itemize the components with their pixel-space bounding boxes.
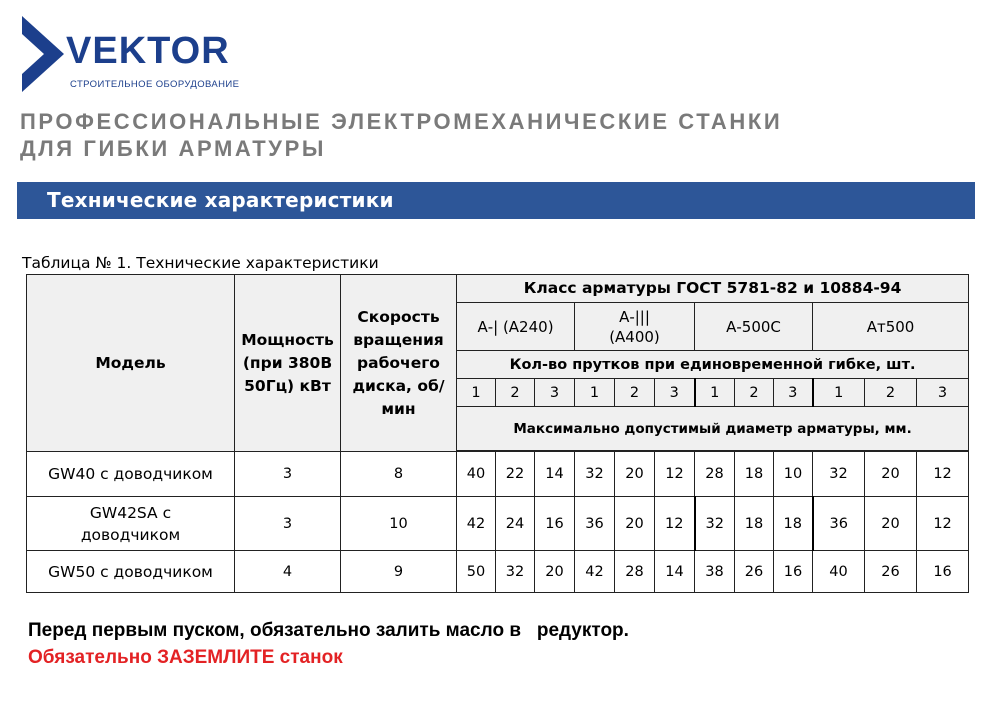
diameter-cell: 16	[917, 551, 969, 593]
model-label: GW42SA с доводчиком	[80, 503, 181, 544]
bar-count: 1	[575, 379, 615, 407]
bar-count: 3	[655, 379, 695, 407]
bar-count: 3	[917, 379, 969, 407]
diameter-cell: 26	[865, 551, 917, 593]
diameter-cell: 18	[774, 497, 813, 551]
page-headline	[20, 108, 920, 162]
bar-count: 1	[457, 379, 496, 407]
bar-count: 3	[535, 379, 575, 407]
diameter-cell: 16	[774, 551, 813, 593]
diameter-cell: 32	[575, 452, 615, 497]
speed-header: Скорость вращения рабочего диска, об/мин	[352, 307, 445, 418]
section-header-band	[17, 182, 975, 219]
power-header: Мощность (при 380В 50Гц) кВт	[241, 330, 334, 395]
diameter-cell: 32	[813, 452, 865, 497]
diameter-cell: 50	[457, 551, 496, 593]
diameter-cell: 24	[496, 497, 535, 551]
bar-count: 3	[774, 379, 813, 407]
speed-cell: 9	[341, 551, 457, 593]
model-cell	[27, 497, 235, 551]
logo-subtitle: СТРОИТЕЛЬНОЕ ОБОРУДОВАНИЕ	[70, 79, 240, 90]
diameter-cell: 18	[735, 452, 774, 497]
model-cell: GW50 с доводчиком	[27, 551, 235, 593]
diameter-cell: 12	[655, 452, 695, 497]
spec-table	[26, 274, 969, 593]
model-cell: GW40 с доводчиком	[27, 452, 235, 497]
diameter-cell: 28	[695, 452, 735, 497]
diameter-cell: 20	[865, 452, 917, 497]
diameter-cell: 36	[575, 497, 615, 551]
class-at500: Ат500	[813, 303, 969, 351]
diameter-cell: 14	[655, 551, 695, 593]
diameter-cell: 16	[535, 497, 575, 551]
diameter-cell: 10	[774, 452, 813, 497]
bar-count: 2	[615, 379, 655, 407]
diameter-cell: 36	[813, 497, 865, 551]
diameter-cell: 20	[865, 497, 917, 551]
oil-warning: Перед первым пуском, обязательно залить масло в редуктор.	[28, 620, 629, 641]
diameter-cell: 42	[457, 497, 496, 551]
bar-count: 1	[813, 379, 865, 407]
power-header-cell	[235, 275, 341, 452]
diameter-cell: 14	[535, 452, 575, 497]
class-a500c: А-500С	[695, 303, 813, 351]
bars-header: Кол-во прутков при единовременной гибке, шт.	[457, 351, 969, 379]
bar-count: 1	[695, 379, 735, 407]
grounding-warning: Обязательно ЗАЗЕМЛИТЕ станок	[28, 647, 343, 668]
class-a240: А-| (А240)	[457, 303, 575, 351]
diameter-cell: 12	[655, 497, 695, 551]
diameter-cell: 22	[496, 452, 535, 497]
power-cell: 4	[235, 551, 341, 593]
bar-count: 2	[865, 379, 917, 407]
diameter-cell: 20	[615, 497, 655, 551]
class-header: Класс арматуры ГОСТ 5781-82 и 10884-94	[523, 279, 902, 297]
diameter-cell: 12	[917, 497, 969, 551]
speed-header-cell	[341, 275, 457, 452]
model-header-cell	[27, 275, 235, 452]
diameter-cell: 32	[496, 551, 535, 593]
speed-cell: 8	[341, 452, 457, 497]
diameter-cell: 32	[695, 497, 735, 551]
diameter-header: Максимально допустимый диаметр арматуры, мм.	[457, 407, 969, 451]
model-header: Модель	[95, 353, 166, 372]
class-a400-label: А-||| (А400)	[609, 307, 660, 346]
section-title: Технические характеристики	[47, 188, 394, 212]
bar-count: 2	[735, 379, 774, 407]
power-cell: 3	[235, 497, 341, 551]
table-caption: Таблица № 1. Технические характеристики	[22, 254, 379, 272]
logo-chevron-icon	[20, 12, 66, 96]
speed-cell: 10	[341, 497, 457, 551]
class-a400	[575, 303, 695, 351]
diameter-cell: 20	[535, 551, 575, 593]
bar-count: 2	[496, 379, 535, 407]
diameter-cell: 40	[813, 551, 865, 593]
class-header-cell	[457, 275, 969, 303]
diameter-cell: 12	[917, 452, 969, 497]
diameter-cell: 28	[615, 551, 655, 593]
headline-line-1: ПРОФЕССИОНАЛЬНЫЕ ЭЛЕКТРОМЕХАНИЧЕСКИЕ СТАНКИ	[20, 109, 783, 134]
headline-line-2: ДЛЯ ГИБКИ АРМАТУРЫ	[20, 136, 327, 161]
diameter-cell: 20	[615, 452, 655, 497]
vektor-logo	[20, 12, 300, 96]
diameter-cell: 38	[695, 551, 735, 593]
diameter-cell: 40	[457, 452, 496, 497]
power-cell: 3	[235, 452, 341, 497]
diameter-cell: 42	[575, 551, 615, 593]
logo-wordmark: VEKTOR	[66, 30, 230, 72]
diameter-cell: 18	[735, 497, 774, 551]
diameter-cell: 26	[735, 551, 774, 593]
